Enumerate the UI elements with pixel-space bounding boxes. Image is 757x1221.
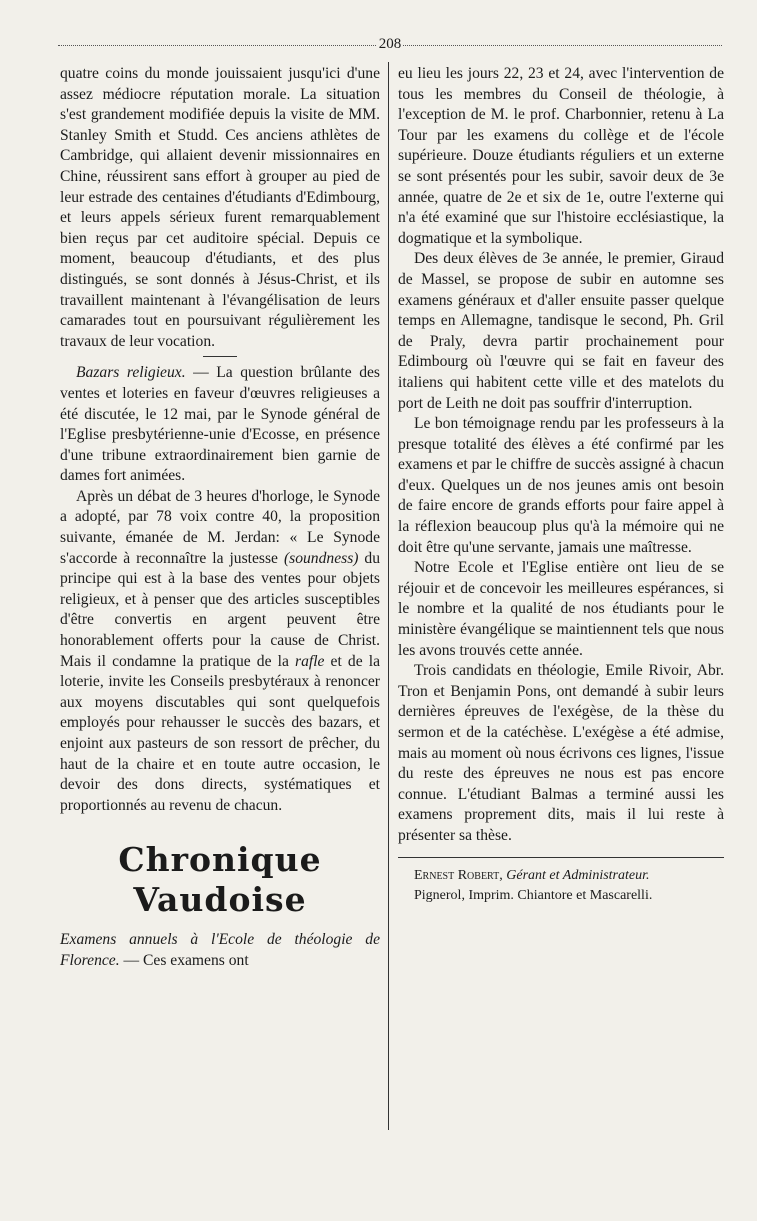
- right-paragraph-4: Notre Ecole et l'Eglise entière ont lieu de se réjouir et de concevoir les meilleures espérances, si le nombre et la qualité de nos étudiants pour le ministère évangélique se maintiennent tels que nous les avons trouvés cette année.: [398, 559, 724, 659]
- column-divider: [388, 62, 389, 1130]
- printer-line: Pignerol, Imprim. Chiantore et Mascarelli.: [414, 887, 653, 903]
- synode-text-c: et de la loterie, invite les Conseils presbytéraux à renoncer aux moyens discutables qui sont quelquefois employés pour rehausser le succès des bazars, et enjoint aux pasteurs de son ressort de prêcher, du haut de la chaire et en toute autre occasion, le devoir des dons directs, systématiques et proportionnés au revenu de chacun.: [60, 652, 380, 814]
- imprint-line: [398, 866, 724, 886]
- chronicle-heading: Chronique Vaudoise: [118, 840, 322, 920]
- left-column: [60, 64, 380, 972]
- manager-role: Gérant et Administrateur.: [506, 867, 650, 883]
- synode-paragraph: [60, 487, 380, 817]
- right-column: [398, 64, 724, 906]
- left-paragraph-1: quatre coins du monde jouissaient jusqu'ici d'une assez médiocre réputation morale. La situation s'est grandement modifiée depuis la visite de MM. Stanley Smith et Studd. Ces anciens athlètes de Cambridge, qui allaient devenir missionnaires en Chine, réussirent sans effort à grouper au pied de leur estrade des centaines d'étudiants d'Edimbourg, et leurs appels sérieux furent remarquablement bien reçus par cet auditoire spécial. Depuis ce moment, beaucoup d'étudiants, et des plus distingués, se sont donnés à Jésus-Christ, et ils travaillent maintenant à l'évangélisation de leurs camarades tout en poursuivant régulièrement les travaux de leur vocation.: [60, 65, 380, 350]
- synode-text-b: du principe qui est à la base des ventes pour objets religieux, et à penser que des articles susceptibles d'être convertis en argent peuvent être honorablement offerts pour la cause de Christ. Mais il condamne la pratique de la: [60, 549, 381, 670]
- manager-name: Ernest Robert,: [414, 867, 503, 883]
- right-paragraph-3: Le bon témoignage rendu par les professeurs à la presque totalité des élèves a été confirmé par les examens et par le chiffre de succès assigné à chacun d'eux. Quelques un de nos jeunes amis ont besoin de faire encore de grands efforts pour faire appel à la réflexion beaucoup plus qu'à la mémoire qui ne doit être qu'une servante, jamais une maîtresse.: [398, 415, 724, 556]
- right-paragraph-1: eu lieu les jours 22, 23 et 24, avec l'intervention de tous les membres du Conseil de théologie, à l'exception de M. le prof. Charbonnier, retenu à La Tour par les examens du collège et de l'école supérieure. Douze étudiants réguliers et un externe se sont présentés pour les subir, savoir deux de 3e année, quatre de 2e et six de 1e, outre l'externe qui n'a été examiné que sur l'histoire ecclésiastique, la dogmatique et la symbolique.: [398, 65, 724, 247]
- rafle-term: rafle: [295, 652, 325, 670]
- exam-text: — Ces examens ont: [119, 951, 249, 969]
- footer-rule: [398, 857, 724, 858]
- page-number: 208: [378, 36, 402, 52]
- page-header: [58, 36, 722, 52]
- bazars-paragraph: [60, 363, 380, 487]
- soundness-term: (soundness): [283, 549, 359, 567]
- bazars-text: — La question brûlante des ventes et loteries en faveur d'œuvres religieuses a été discutée, le 12 mai, par le Synode général de l'Eglise presbytérienne-unie d'Ecosse, en présence d'une tribune extraordinairement bien garnie de dames fort animées.: [60, 364, 380, 485]
- exam-paragraph: [60, 930, 380, 971]
- bazars-heading: Bazars religieux.: [76, 364, 186, 382]
- exam-heading: Examens annuels à l'Ecole de théologie de Florence.: [60, 931, 380, 969]
- right-paragraph-2: Des deux élèves de 3e année, le premier, Giraud de Massel, se propose de subir en automne ses examens généraux et d'aller ensuite passer quelque temps en Allemagne, tandisque le second, Ph. Gril de Praly, devra partir prochainement pour Edimbourg où l'œuvre qui se fait en faveur des italiens qui habitent cette ville et des matelots du port de Leith ne doit pas souffrir d'interruption.: [398, 250, 724, 412]
- right-paragraph-5: Trois candidats en théologie, Emile Rivoir, Abr. Tron et Benjamin Pons, ont demandé à subir leurs dernières épreuves de l'exégèse, de la thèse du sermon et de la catéchèse. L'exégèse a été admise, mais au moment où nous écrivons ces lignes, l'issue du reste des épreuves ne nous est pas encore connue. L'étudiant Balmas a terminé aussi les examens proprement dits, mais il lui reste à présenter sa thèse.: [398, 662, 724, 844]
- section-separator: [203, 356, 237, 357]
- synode-text-a: Après un débat de 3 heures d'horloge, le Synode a adopté, par 78 voix contre 40, la proposition suivante, émanée de M. Jerdan: « Le Synode s'accorde à reconnaître la justesse: [60, 487, 380, 567]
